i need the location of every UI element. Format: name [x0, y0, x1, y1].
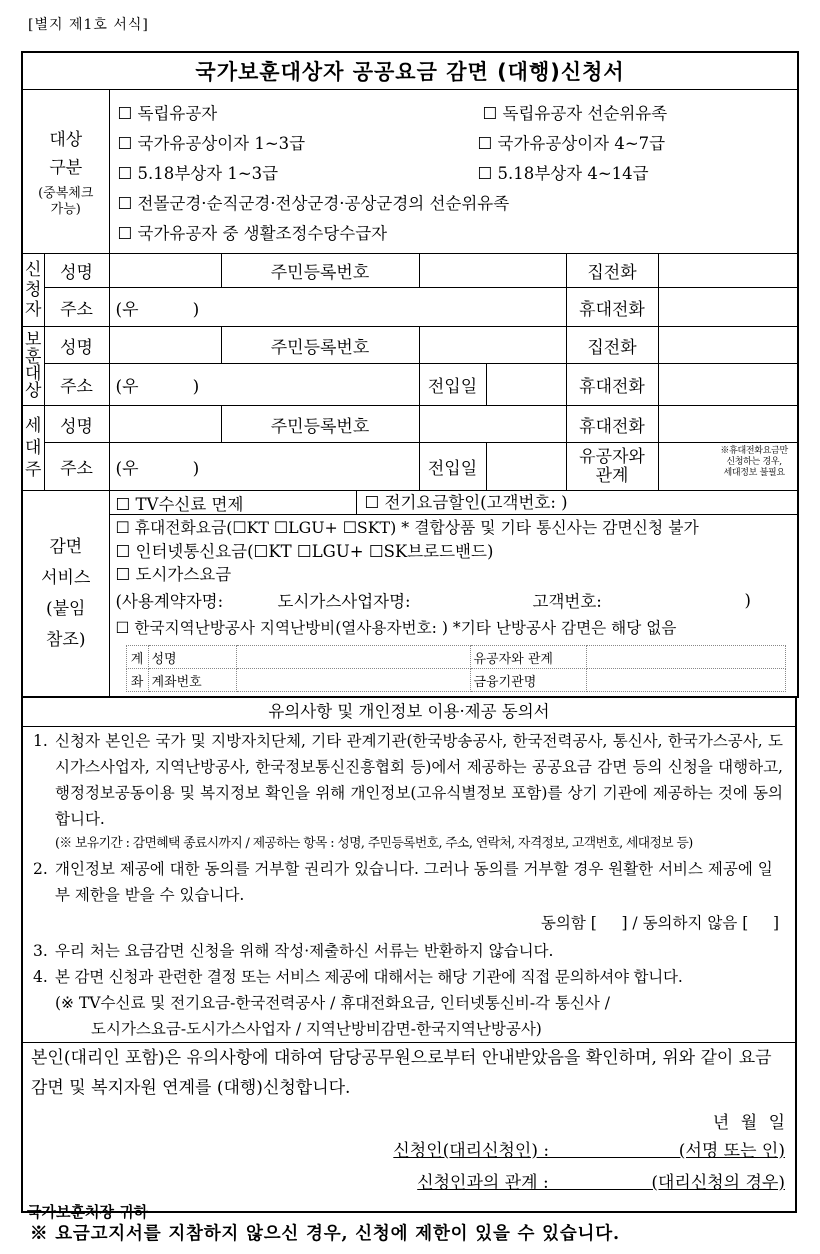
checkbox-wounded-4-7[interactable]: ☐ 국가유공상이자 4~7급 [477, 133, 666, 153]
householder-rrn-field[interactable] [419, 406, 566, 443]
householder-address-label: 주소 [44, 443, 109, 491]
consent-item-4-text: 본 감면 신청과 관련한 결정 또는 서비스 제공에 대해서는 해당 기관에 직접 문의하셔야 합니다. [55, 968, 683, 986]
gas-detail-close: ) [744, 590, 751, 610]
account-group-label-1: 계 [126, 646, 148, 669]
checkbox-518-1-3[interactable]: ☐ 5.18부상자 1~3급 [117, 163, 279, 183]
consent-item-3-text: 우리 처는 요금감면 신청을 위해 작성·제출하신 서류는 반환하지 않습니다. [55, 942, 554, 960]
gas-customer-no-label: 고객번호: [532, 592, 602, 611]
checkbox-518-4-14[interactable]: ☐ 5.18부상자 4~14급 [477, 163, 649, 183]
applicant-address-label: 주소 [44, 288, 109, 327]
form-title: 국가보훈대상자 공공요금 감면 (대행)신청서 [22, 52, 798, 90]
checkbox-wounded-1-3[interactable]: ☐ 국가유공상이자 1~3급 [117, 133, 306, 153]
applicant-label: 신 청 자 [22, 254, 44, 327]
account-name-field[interactable] [236, 646, 470, 669]
checkbox-tv-fee[interactable]: ☐ TV수신료 면제 [115, 494, 244, 514]
footer-notice: ※ 요금고지서를 지참하지 않으신 경우, 신청에 제한이 있을 수 있습니다. [30, 1224, 620, 1244]
beneficiary-name-field[interactable] [109, 327, 221, 364]
consent-item-3 [29, 938, 783, 964]
householder-name-field[interactable] [109, 406, 221, 443]
consent-item-3-number: 3. [33, 942, 48, 960]
beneficiary-move-in-label: 전입일 [419, 364, 486, 406]
checkbox-living-allowance[interactable]: ☐ 국가유공자 중 생활조정수당수급자 [117, 223, 388, 243]
relationship-line[interactable]: 신청인과의 관계 : (대리신청의 경우) [417, 1173, 785, 1193]
consent-item-4-number: 4. [33, 968, 48, 986]
consent-item-4 [29, 964, 783, 990]
checkbox-district-heating[interactable]: ☐ 한국지역난방공사 지역난방비(열사용자번호: ) *기타 난방공사 감면은 해당 없음 [115, 619, 677, 637]
householder-mobile-field[interactable] [658, 406, 798, 443]
consent-item-2 [29, 856, 783, 908]
account-bank-field[interactable] [586, 669, 785, 692]
householder-address-field[interactable]: (우 ) [109, 443, 419, 491]
gas-contract-name-label: (사용계약자명: [115, 592, 224, 611]
consent-section [21, 696, 797, 1221]
consent-title: 유의사항 및 개인정보 이용·제공 동의서 [23, 698, 795, 727]
services-label: 감면 서비스 (붙임 참조) [22, 491, 109, 698]
date-line[interactable]: 년 월 일 [712, 1113, 785, 1133]
declaration-text: 본인(대리인 포함)은 유의사항에 대하여 담당공무원으로부터 안내받았음을 확인하며, 위와 같이 요금 감면 및 복지자원 연계를 (대행)신청합니다. [23, 1042, 795, 1103]
householder-move-in-label: 전입일 [419, 443, 486, 491]
form-number-label: [별지 제1호 서식] [28, 17, 149, 33]
checkbox-internet-fee[interactable]: ☐ 인터넷통신요금(☐KT ☐LGU+ ☐SK브로드밴드) [115, 541, 494, 561]
issuer-label: 국가보훈처장 귀하 [27, 1203, 149, 1221]
consent-item-2-number: 2. [33, 860, 48, 878]
account-name-label: 성명 [148, 646, 236, 669]
target-label: 대상 구분 [49, 129, 83, 178]
householder-relation-field[interactable] [658, 443, 798, 491]
beneficiary-mobile-field[interactable] [658, 364, 798, 406]
applicant-home-phone-label: 집전화 [566, 254, 658, 288]
consent-retention-note: (※ 보유기간 : 감면혜택 종료시까지 / 제공하는 항목 : 성명, 주민등록번호, 주소, 연락처, 자격정보, 고객번호, 세대정보 등) [55, 836, 693, 851]
consent-item-1 [29, 728, 783, 832]
householder-rrn-label: 주민등록번호 [221, 406, 419, 443]
consent-agree-checkbox[interactable]: 동의함 [ ] / 동의하지 않음 [ ] [540, 914, 779, 932]
consent-item-1-text: 신청자 본인은 국가 및 지방자치단체, 기타 관계기관(한국방송공사, 한국전력공사, 통신사, 한국가스공사, 도시가스사업자, 지역난방공사, 한국정보통신진흥협회 등)에서 제공하는 공공요금 감면 등의 신청을 대행하고, 행정정보공동이용 및 복지정보 확인을 위해 개인정보(고유식별정보 포함)를 상기 기관에 제공하는 것에 동의합니다. [55, 732, 783, 828]
consent-item-1-number: 1. [33, 732, 48, 750]
applicant-name-field[interactable] [109, 254, 221, 288]
householder-move-in-field[interactable] [486, 443, 566, 491]
target-sublabel: (중복체크 가능) [38, 185, 94, 217]
account-table [126, 645, 786, 692]
checkbox-independence-family[interactable]: ☐ 독립유공자 선순위유족 [482, 103, 668, 123]
beneficiary-rrn-label: 주민등록번호 [221, 327, 419, 364]
checkbox-city-gas[interactable]: ☐ 도시가스요금 [115, 565, 232, 584]
applicant-signature-line[interactable]: 신청인(대리신청인) : (서명 또는 인) [393, 1141, 785, 1161]
applicant-mobile-label: 휴대전화 [566, 288, 658, 327]
beneficiary-name-label: 성명 [44, 327, 109, 364]
applicant-rrn-label: 주민등록번호 [221, 254, 419, 288]
application-table [21, 51, 799, 698]
checkbox-electricity[interactable]: ☐ 전기요금할인(고객번호: ) [356, 491, 568, 514]
target-label-cell [22, 90, 109, 254]
account-number-label: 계좌번호 [148, 669, 236, 692]
householder-label: 세 대 주 [22, 406, 44, 491]
applicant-address-field[interactable]: (우 ) [109, 288, 566, 327]
gas-company-label: 도시가스사업자명: [277, 592, 411, 611]
account-number-field[interactable] [236, 669, 470, 692]
householder-relation-label: 유공자와 관계 [566, 443, 658, 491]
account-bank-label: 금융기관명 [470, 669, 586, 692]
services-options [109, 491, 798, 698]
consent-agency-note-2: 도시가스요금-도시가스사업자 / 지역난방비감면-한국지역난방공사) [91, 1020, 542, 1038]
checkbox-bereaved-family[interactable]: ☐ 전몰군경·순직군경·전상군경·공상군경의 선순위유족 [117, 193, 510, 213]
account-relation-field[interactable] [586, 646, 785, 669]
householder-mobile-label: 휴대전화 [566, 406, 658, 443]
householder-name-label: 성명 [44, 406, 109, 443]
beneficiary-move-in-field[interactable] [486, 364, 566, 406]
applicant-name-label: 성명 [44, 254, 109, 288]
beneficiary-home-phone-field[interactable] [658, 327, 798, 364]
beneficiary-mobile-label: 휴대전화 [566, 364, 658, 406]
account-relation-label: 유공자와 관계 [470, 646, 586, 669]
beneficiary-rrn-field[interactable] [419, 327, 566, 364]
beneficiary-address-field[interactable]: (우 ) [109, 364, 419, 406]
applicant-mobile-field[interactable] [658, 288, 798, 327]
account-group-label-2: 좌 [126, 669, 148, 692]
beneficiary-address-label: 주소 [44, 364, 109, 406]
beneficiary-label: 보 훈 대 상 [22, 327, 44, 406]
consent-item-2-text: 개인정보 제공에 대한 동의를 거부할 권리가 있습니다. 그러나 동의를 거부할 경우 원활한 서비스 제공에 일부 제한을 받을 수 있습니다. [55, 860, 773, 904]
beneficiary-home-phone-label: 집전화 [566, 327, 658, 364]
consent-agency-note-1: (※ TV수신료 및 전기요금-한국전력공사 / 휴대전화요금, 인터넷통신비-각 통신사 / [55, 994, 611, 1012]
applicant-rrn-field[interactable] [419, 254, 566, 288]
checkbox-independence-merit[interactable]: ☐ 독립유공자 [117, 103, 218, 123]
applicant-home-phone-field[interactable] [658, 254, 798, 288]
householder-note: ※휴대전화요금만 신청하는 경우, 세대정보 불필요 [720, 446, 788, 478]
target-options [109, 90, 798, 254]
checkbox-mobile-fee[interactable]: ☐ 휴대전화요금(☐KT ☐LGU+ ☐SKT) * 결합상품 및 기타 통신사는 감면신청 불가 [115, 518, 699, 537]
